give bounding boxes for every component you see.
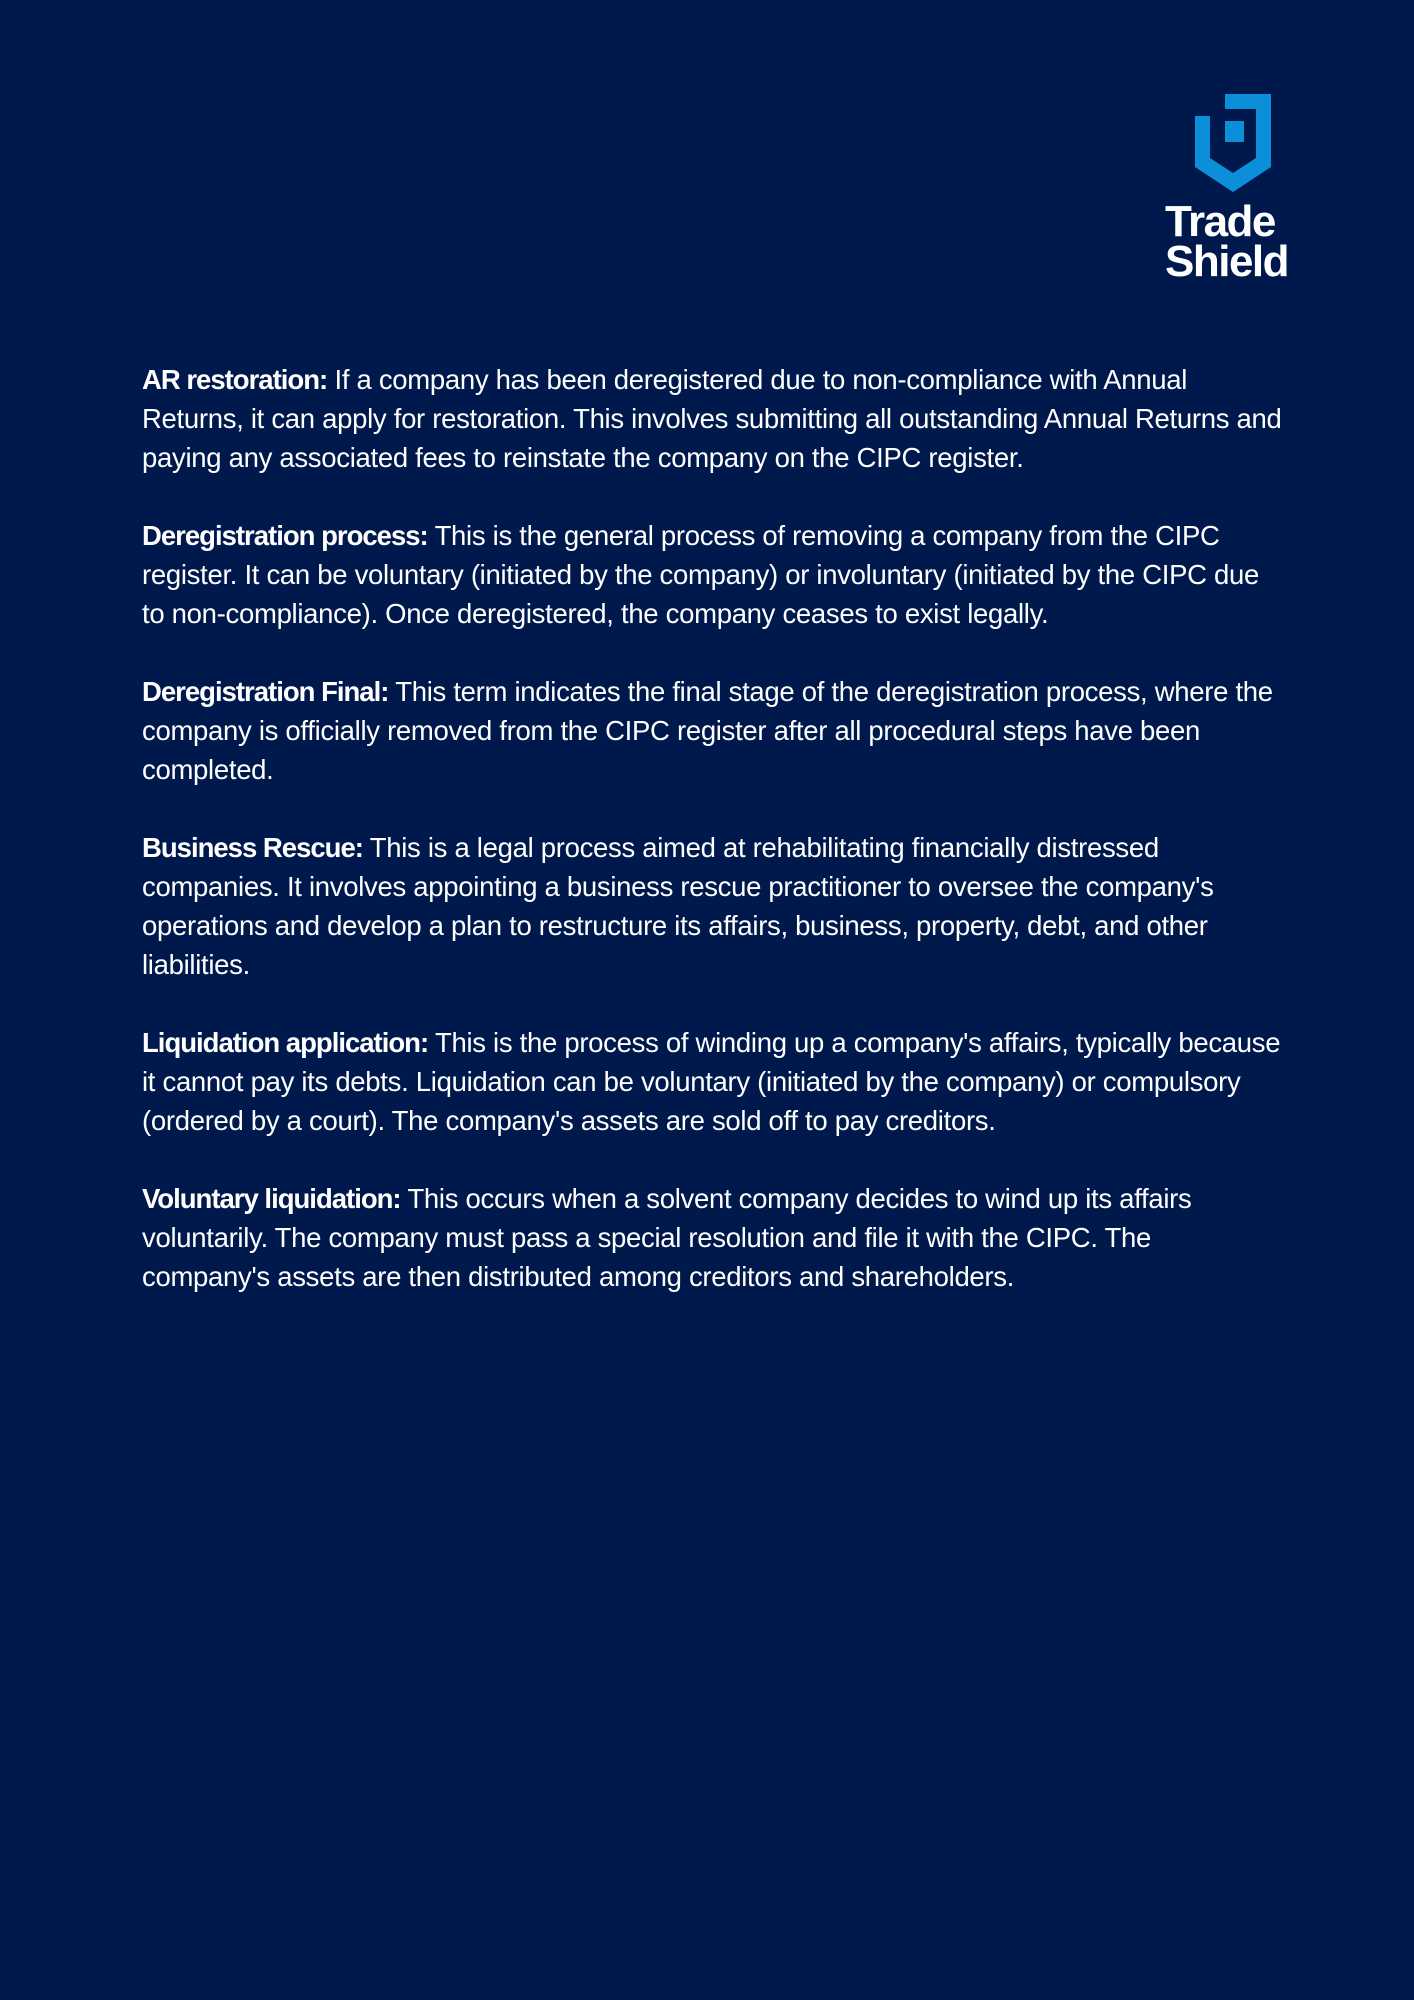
glossary-entry-deregistration-process	[142, 516, 1282, 633]
glossary-entry-ar-restoration	[142, 360, 1282, 477]
glossary-entry-business-rescue	[142, 828, 1282, 984]
glossary-definition: This is a legal process aimed at rehabilitating financially distressed companies. It involves appointing a business rescue practitioner to oversee the company's operations and develop a plan to restructure its affairs, business, property, debt, and other liabilities.	[142, 832, 1214, 980]
glossary-definition: This term indicates the final stage of the deregistration process, where the company is officially removed from the CIPC register after all procedural steps have been completed.	[142, 676, 1273, 785]
glossary-definition: This occurs when a solvent company decides to wind up its affairs voluntarily. The company must pass a special resolution and file it with the CIPC. The company's assets are then distributed among creditors and shareholders.	[142, 1183, 1192, 1292]
tradeshield-logo	[1160, 92, 1310, 292]
glossary-entry-liquidation-application	[142, 1023, 1282, 1140]
glossary-term: Liquidation application:	[142, 1027, 429, 1058]
glossary-term: Voluntary liquidation:	[142, 1183, 401, 1214]
glossary	[142, 360, 1282, 1335]
brand-name-line2: Shield	[1165, 237, 1289, 286]
brand-wordmark	[1165, 197, 1325, 286]
glossary-definition: This is the process of winding up a company's affairs, typically because it cannot pay its debts. Liquidation can be voluntary (initiated by the company) or compulsory (ordered by a court). The company's assets are sold off to pay creditors.	[142, 1027, 1281, 1136]
glossary-entry-deregistration-final	[142, 672, 1282, 789]
glossary-term: Business Rescue:	[142, 832, 363, 863]
brand-name-line1: Trade	[1165, 197, 1275, 246]
glossary-definition: If a company has been deregistered due to non-compliance with Annual Returns, it can apply for restoration. This involves submitting all outstanding Annual Returns and paying any associated fees to reinstate the company on the CIPC register.	[142, 364, 1282, 473]
glossary-definition: This is the general process of removing a company from the CIPC register. It can be voluntary (initiated by the company) or involuntary (initiated by the CIPC due to non-compliance). Once deregistered, the company ceases to exist legally.	[142, 520, 1260, 629]
glossary-term: Deregistration Final:	[142, 676, 389, 707]
glossary-entry-voluntary-liquidation	[142, 1179, 1282, 1296]
glossary-term: AR restoration:	[142, 364, 328, 395]
shield-logo-icon	[1195, 94, 1275, 192]
glossary-term: Deregistration process:	[142, 520, 428, 551]
